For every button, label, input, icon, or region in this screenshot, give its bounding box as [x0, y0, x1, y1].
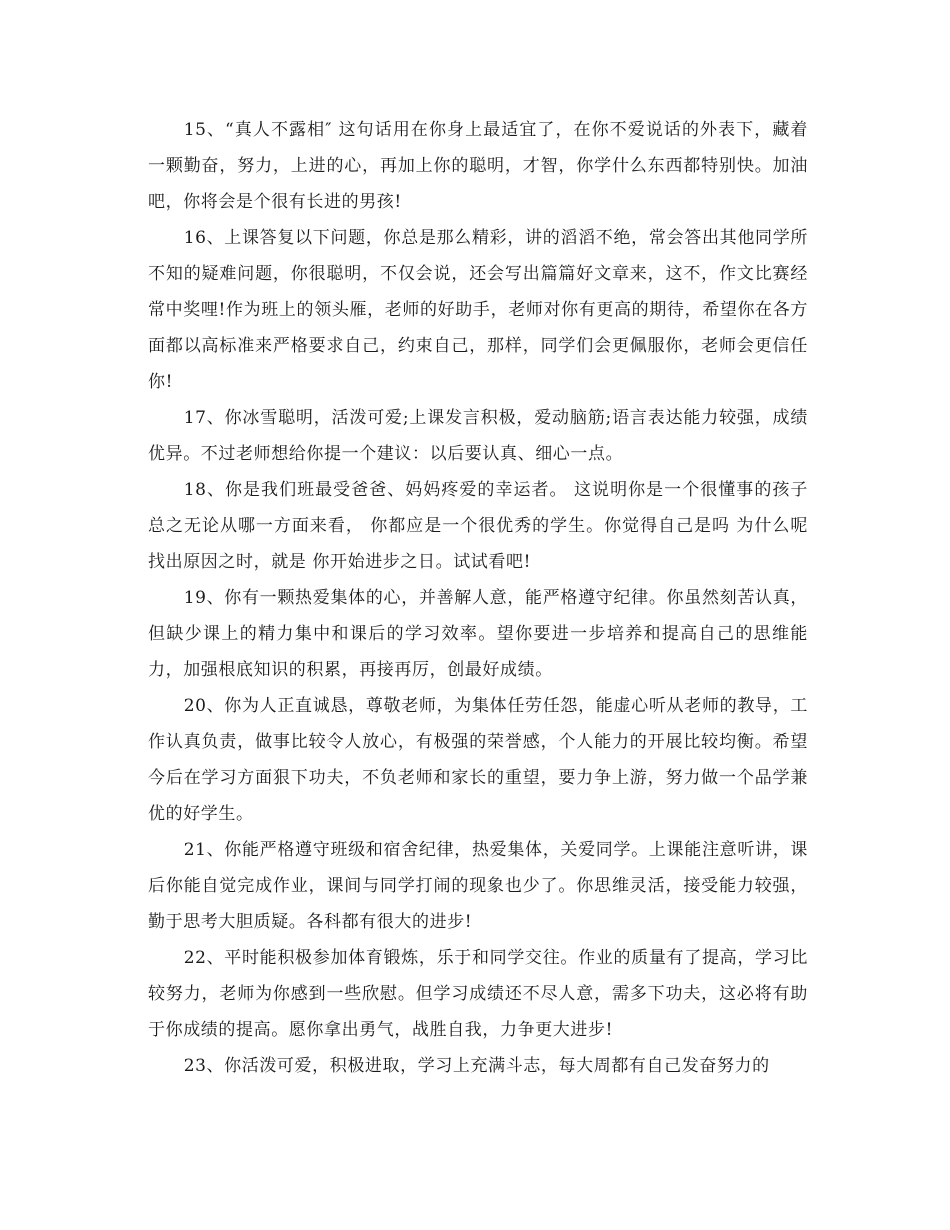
paragraph-16: 16、上课答复以下问题，你总是那么精彩，讲的滔滔不绝，常会答出其他同学所不知的疑难问题，你很聪明，不仅会说，还会写出篇篇好文章来，这不，作文比赛经常中奖哩!作为班上的领头雁，老师的好助手，老师对你有更高的期待，希望你在各方面都以高标准来严格要求自己，约束自己，那样，同学们会更佩服你，老师会更信任你!: [148, 228, 808, 392]
paragraph-17: 17、你冰雪聪明，活泼可爱;上课发言积极，爱动脑筋;语言表达能力较强，成绩优异。不过老师想给你提一个建议：以后要认真、细心一点。: [148, 408, 808, 464]
document-page: [148, 112, 808, 1084]
paragraph-19: 19、你有一颗热爱集体的心，并善解人意，能严格遵守纪律。你虽然刻苦认真，但缺少课上的精力集中和课后的学习效率。望你要进一步培养和提高自己的思维能力，加强根底知识的积累，再接再厉，创最好成绩。: [148, 588, 808, 680]
paragraph-23: 23、你活泼可爱，积极进取，学习上充满斗志，每大周都有自己发奋努力的: [183, 1056, 770, 1076]
paragraph-15: 15、“真人不露相″ 这句话用在你身上最适宜了，在你不爱说话的外表下，藏着一颗勤奋，努力，上进的心，再加上你的聪明，才智，你学什么东西都特别快。加油吧，你将会是个很有长进的男孩!: [148, 120, 808, 212]
paragraph-21: 21、你能严格遵守班级和宿舍纪律，热爱集体，关爱同学。上课能注意听讲，课后你能自觉完成作业，课间与同学打闹的现象也少了。你思维灵活，接受能力较强，勤于思考大胆质疑。各科都有很大的进步!: [148, 840, 808, 932]
paragraph-18: 18、你是我们班最受爸爸、妈妈疼爱的幸运者。 这说明你是一个很懂事的孩子 总之无论从哪一方面来看， 你都应是一个很优秀的学生。你觉得自己是吗 为什么呢 找出原因之时，就是 你开始进步之日。试试看吧!: [148, 480, 808, 572]
paragraph-20: 20、你为人正直诚恳，尊敬老师，为集体任劳任怨，能虚心听从老师的教导，工作认真负责，做事比较令人放心，有极强的荣誉感，个人能力的开展比较均衡。希望今后在学习方面狠下功夫，不负老师和家长的重望，要力争上游，努力做一个品学兼优的好学生。: [148, 696, 808, 824]
paragraph-22: 22、平时能积极参加体育锻炼，乐于和同学交往。作业的质量有了提高，学习比较努力，老师为你感到一些欣慰。但学习成绩还不尽人意，需多下功夫，这必将有助于你成绩的提高。愿你拿出勇气，战胜自我，力争更大进步!: [148, 948, 808, 1040]
